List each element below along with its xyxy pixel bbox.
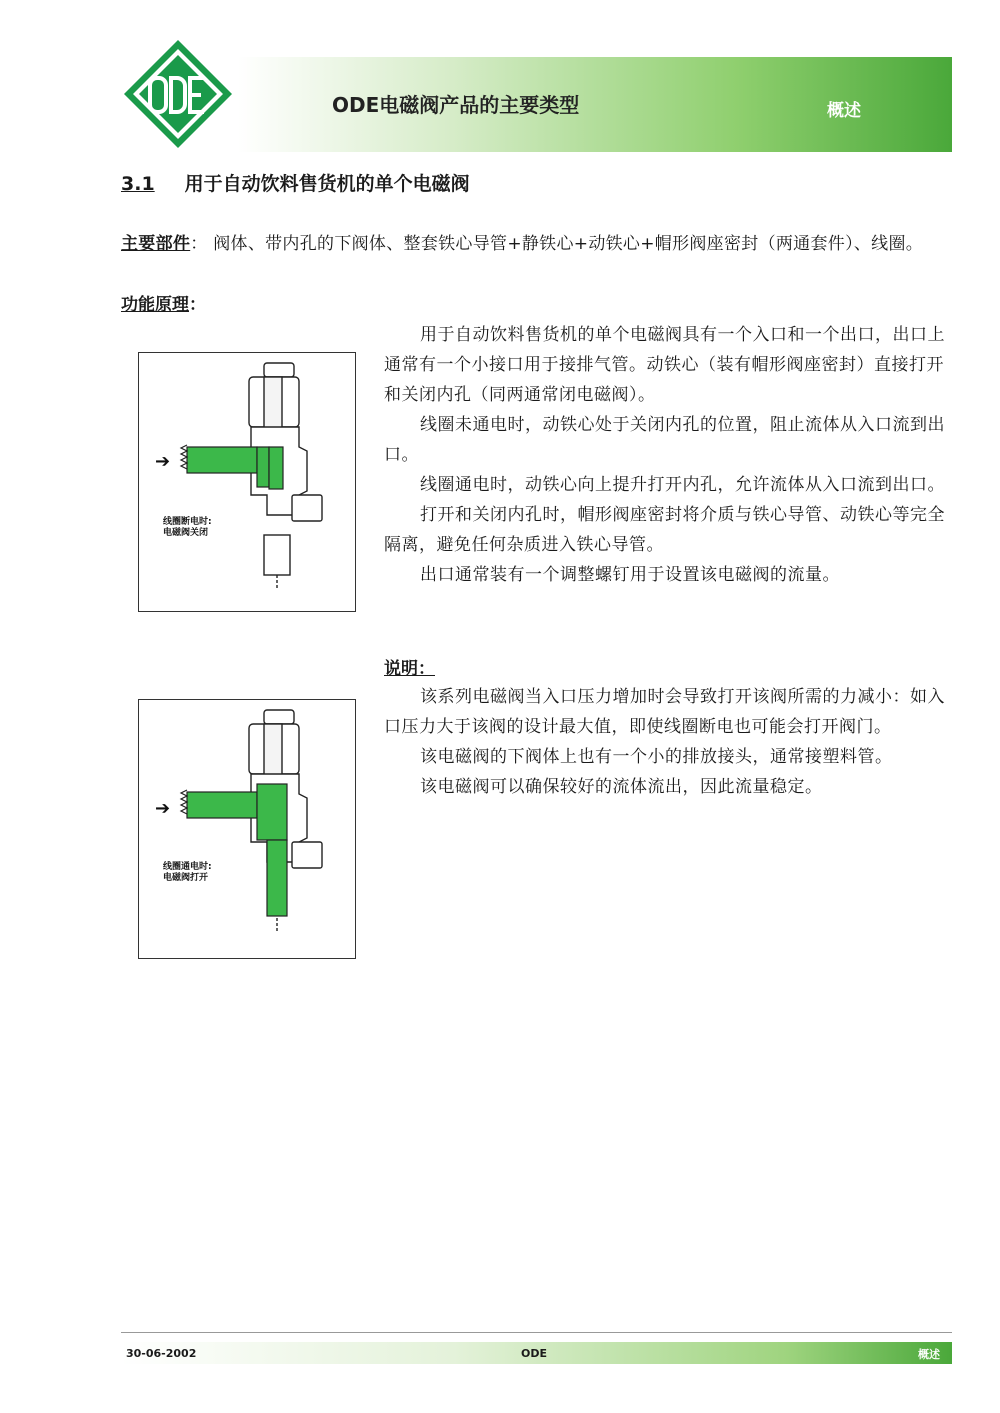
valve-closed-drawing [139,353,357,613]
inlet-arrow-icon: ➔ [155,798,171,819]
section-title [121,169,470,196]
main-parts-text: 阀体、带内孔的下阀体、整套铁心导管+静铁心+动铁心+帽形阀座密封（两通套件）、线圈。 [213,234,924,254]
note-paragraph: 该电磁阀的下阀体上也有一个小的排放接头，通常接塑料管。 [420,747,893,767]
function-paragraph: 出口通常装有一个调整螺钉用于设置该电磁阀的流量。 [420,565,840,585]
footer-section-label: 概述 [918,1348,940,1361]
valve-closed-figure [138,352,356,612]
header-title: ODE电磁阀产品的主要类型 [332,93,580,117]
notes-label: 说明： [384,659,435,679]
function-paragraph: 线圈未通电时，动铁心处于关闭内孔的位置，阻止流体从入口流到出口。 [384,415,945,465]
header-section-label: 概述 [827,101,861,121]
section-number: 3.1 [121,173,155,195]
footer-date: 30-06-2002 [126,1347,197,1360]
valve-open-drawing [139,700,357,960]
footer-divider [121,1332,952,1333]
notes-text [384,682,951,802]
note-paragraph: 该电磁阀可以确保较好的流体流出，因此流量稳定。 [420,777,823,797]
function-paragraph: 用于自动饮料售货机的单个电磁阀具有一个入口和一个出口，出口上通常有一个小接口用于接排气管。动铁心（装有帽形阀座密封）直接打开和关闭内孔（同两通常闭电磁阀）。 [384,325,945,405]
function-description [384,320,951,590]
function-label: 功能原理： [121,295,206,315]
footer-brand: ODE [521,1347,547,1360]
ode-logo [122,38,234,150]
main-parts [121,230,951,259]
section-title-text: 用于自动饮料售货机的单个电磁阀 [184,173,470,195]
main-parts-label: 主要部件 [121,234,191,254]
main-parts-colon: ： [190,234,208,254]
inlet-arrow-icon: ➔ [155,451,171,472]
function-paragraph: 打开和关闭内孔时，帽形阀座密封将介质与铁心导管、动铁心等完全隔离，避免任何杂质进入铁心导管。 [384,505,945,555]
figure-caption: 线圈通电时: 电磁阀打开 [163,862,212,883]
function-paragraph: 线圈通电时，动铁心向上提升打开内孔，允许流体从入口流到出口。 [420,475,945,495]
figure-caption: 线圈断电时: 电磁阀关闭 [163,517,212,538]
note-paragraph: 该系列电磁阀当入口压力增加时会导致打开该阀所需的力减小：如入口压力大于该阀的设计最大值，即使线圈断电也可能会打开阀门。 [384,687,945,737]
valve-open-figure [138,699,356,959]
